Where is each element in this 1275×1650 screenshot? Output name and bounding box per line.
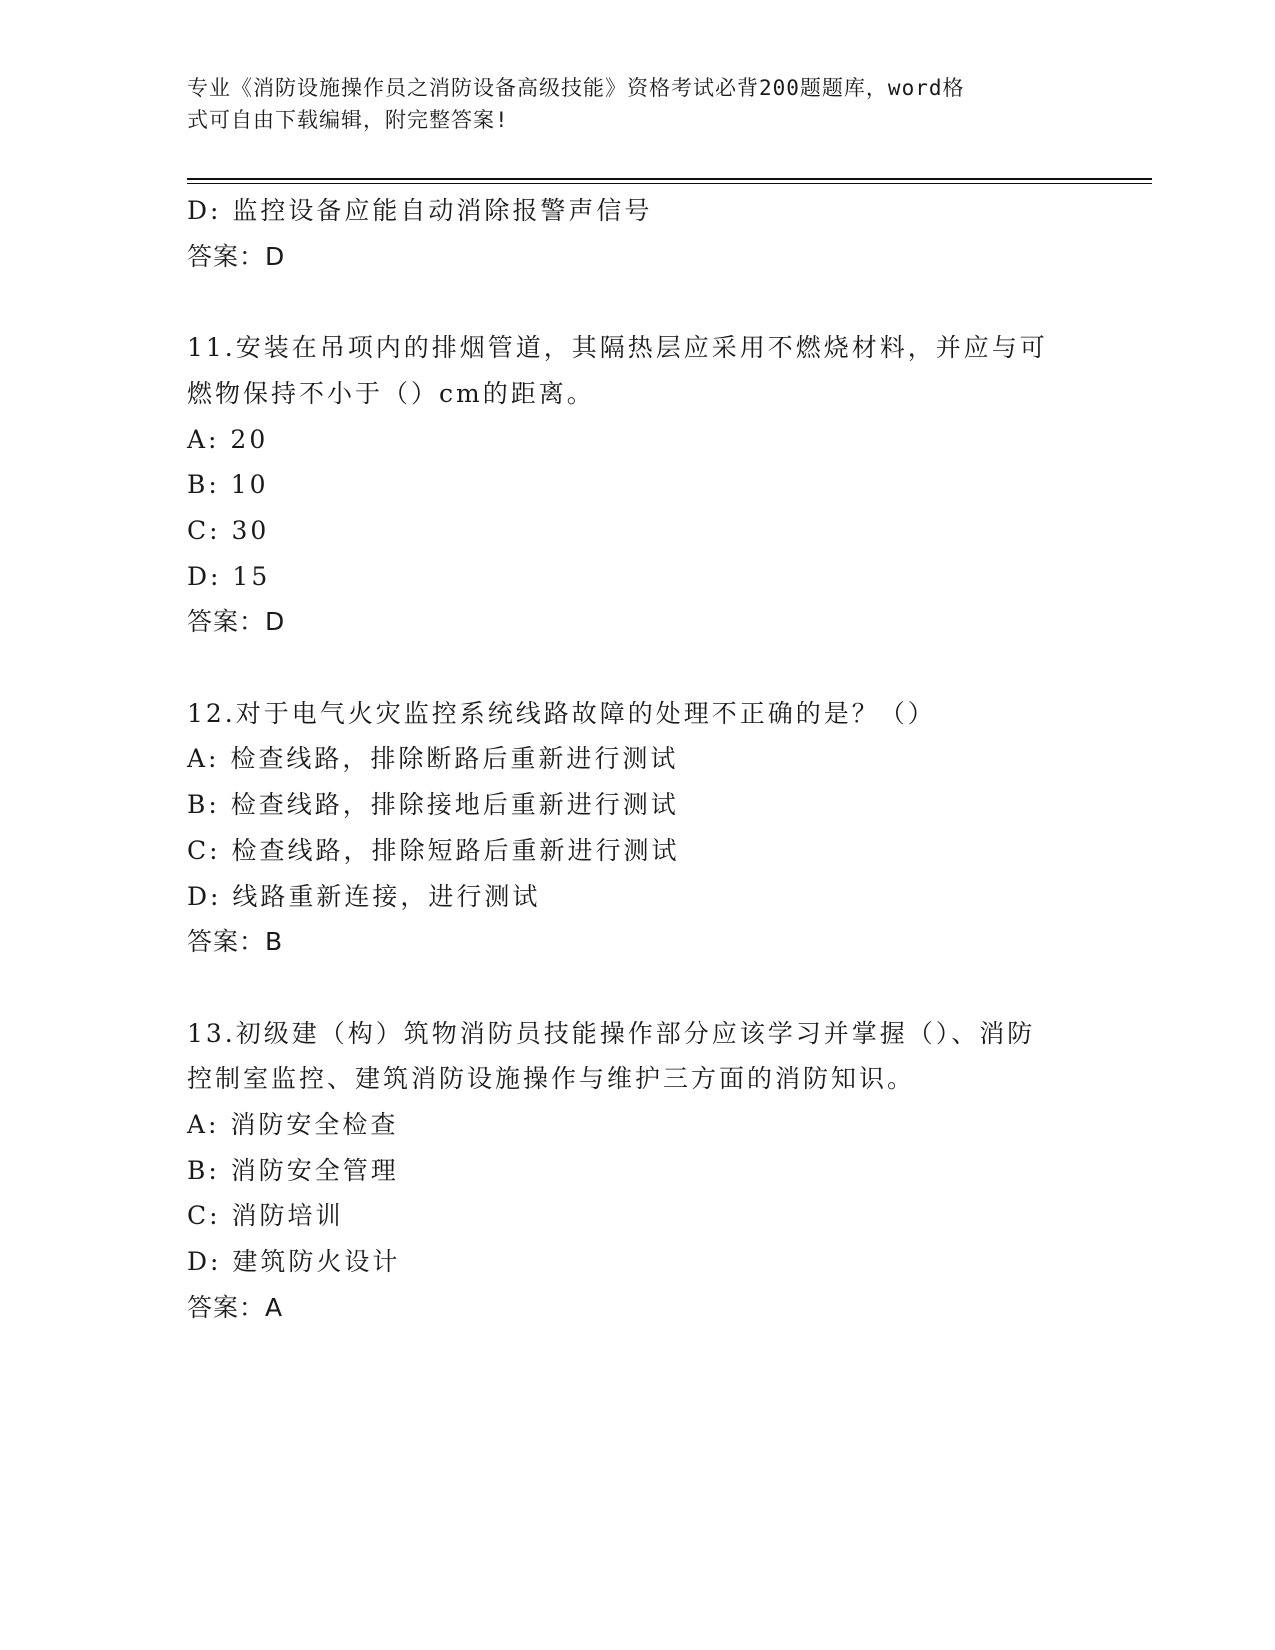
question-13 <box>187 1011 1087 1331</box>
question-stem-continued: 燃物保持不小于（）cm的距离。 <box>187 378 595 408</box>
answer-line: 答案：D <box>187 607 286 637</box>
option-b: B: 10 <box>187 470 269 500</box>
option-d: D: 建筑防火设计 <box>187 1247 401 1277</box>
prev-question-block <box>187 188 1087 279</box>
question-stem-continued: 控制室监控、建筑消防设施操作与维护三方面的消防知识。 <box>187 1064 916 1094</box>
option-d: D: 15 <box>187 561 271 591</box>
option-a: A: 检查线路，排除断路后重新进行测试 <box>187 744 679 774</box>
question-stem: 11.安装在吊项内的排烟管道，其隔热层应采用不燃烧材料，并应与可 <box>187 333 1048 363</box>
spacer <box>187 279 1087 325</box>
option-b: B: 检查线路，排除接地后重新进行测试 <box>187 790 679 820</box>
document-header <box>187 72 1077 136</box>
option-d: D: 线路重新连接，进行测试 <box>187 881 541 911</box>
answer-line: 答案：D <box>187 241 286 271</box>
option-c: C: 30 <box>187 515 270 545</box>
question-stem: 12.对于电气火灾监控系统线路故障的处理不正确的是？（） <box>187 698 936 728</box>
question-list <box>187 188 1087 1331</box>
option-a: A: 消防安全检查 <box>187 1110 399 1140</box>
option-d: D: 监控设备应能自动消除报警声信号 <box>187 196 653 225</box>
question-stem: 13.初级建（构）筑物消防员技能操作部分应该学习并掌握（）、消防 <box>187 1018 1036 1048</box>
header-line-2: 式可自由下载编辑，附完整答案! <box>187 108 509 132</box>
question-12 <box>187 691 1087 965</box>
option-b: B: 消防安全管理 <box>187 1155 399 1185</box>
option-c: C: 消防培训 <box>187 1201 344 1231</box>
option-a: A: 20 <box>187 424 269 454</box>
answer-line: 答案：A <box>187 1292 284 1322</box>
option-c: C: 检查线路，排除短路后重新进行测试 <box>187 835 680 865</box>
question-11 <box>187 325 1087 645</box>
answer-line: 答案：B <box>187 927 284 957</box>
header-line-1: 专业《消防设施操作员之消防设备高级技能》资格考试必背200题题库，word格 <box>187 76 965 100</box>
spacer <box>187 965 1087 1011</box>
spacer <box>187 645 1087 691</box>
header-divider-thin <box>187 183 1152 184</box>
header-divider-thick <box>187 178 1152 180</box>
